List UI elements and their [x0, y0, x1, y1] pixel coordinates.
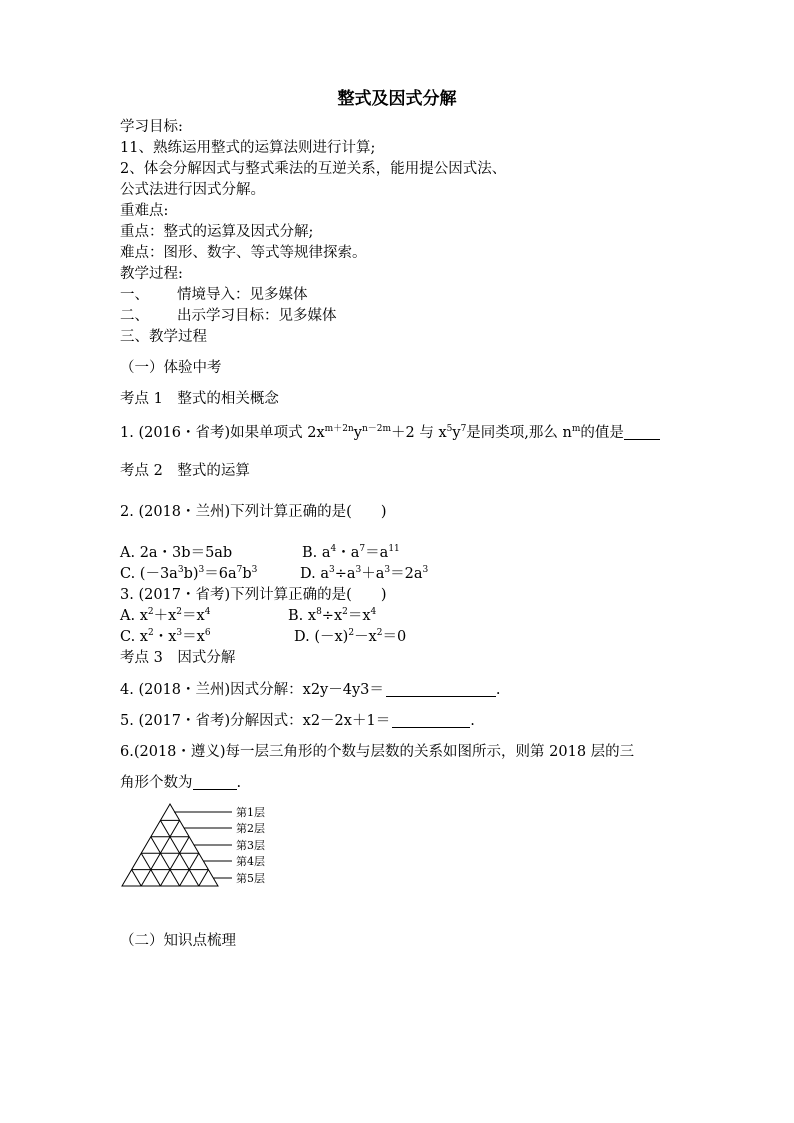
question-2-options-cd: [120, 565, 429, 583]
q4-end: .: [495, 682, 501, 698]
q1-exp-5: m: [571, 424, 581, 434]
q5-end: .: [470, 713, 475, 729]
q3-option-c: C. $x^2$・$x^3=x^6$: [120, 628, 211, 645]
q2-option-d: D. $a^3\div a^3+a^3=2a^3$: [300, 565, 429, 582]
goals-label: 学习目标:: [120, 119, 183, 135]
q1-text-c: ＋2 与 x: [391, 425, 447, 441]
question-3-options-cd: [120, 628, 407, 646]
step-2: [120, 307, 337, 325]
question-4: [120, 681, 501, 699]
step-1: [120, 286, 308, 304]
q1-text-e: 是同类项,那么 n: [466, 425, 572, 441]
section-1-heading: （一）体验中考: [120, 360, 222, 376]
layer-leader-lines: [174, 812, 232, 878]
question-1: [120, 424, 660, 442]
q2-option-b: B. $a^4$・$a^7=a^{11}$: [302, 544, 400, 561]
question-2-stem: 2. (2018・兰州)下列计算正确的是( ): [120, 504, 387, 520]
q5-text: 5. (2017・省考)分解因式：x2－2x＋1＝: [120, 713, 391, 729]
layer-label-2: 第2层: [236, 822, 265, 835]
layer-label-3: 第3层: [236, 839, 265, 852]
step-1-text: 情境导入：见多媒体: [177, 287, 308, 303]
q6-answer-blank[interactable]: [193, 775, 237, 790]
q1-text-f: 的值是: [580, 425, 624, 441]
layer-label-1: 第1层: [236, 806, 265, 819]
q6-text: 角形个数为: [120, 775, 193, 791]
q1-exp-4: 7: [460, 424, 467, 434]
step-2-text: 出示学习目标：见多媒体: [177, 308, 337, 324]
kaodian-1: 考点 1 整式的相关概念: [120, 391, 279, 407]
question-6-line-1: 6.(2018・遵义)每一层三角形的个数与层数的关系如图所示，则第 2018 层的三: [120, 744, 635, 760]
q1-text-a: 1. (2016・省考)如果单项式 2x: [120, 425, 325, 441]
q4-text: 4. (2018・兰州)因式分解：x2y－4y3＝: [120, 682, 384, 698]
key-point: 重点：整式的运算及因式分解;: [120, 224, 314, 240]
q1-answer-blank[interactable]: [624, 425, 660, 440]
goal-2-line-b: 公式法进行因式分解。: [120, 182, 265, 198]
question-3-options-ab: [120, 607, 377, 625]
q3-option-a: A. $x^2+x^2=x^4$: [120, 607, 211, 624]
kaodian-3: 考点 3 因式分解: [120, 650, 236, 666]
question-6-line-2: [120, 774, 241, 792]
goal-2-line-a: 2、体会分解因式与整式乘法的互逆关系，能用提公因式法、: [120, 161, 507, 177]
layer-label-5: 第5层: [236, 872, 265, 885]
q3-option-b: B. $x^8\div x^2=x^4$: [288, 607, 377, 624]
kaodian-2: 考点 2 整式的运算: [120, 463, 250, 479]
step-3: 三、教学过程: [120, 329, 207, 345]
goal-1: 11、熟练运用整式的运算法则进行计算;: [120, 140, 376, 156]
q1-text-d: y: [452, 425, 461, 441]
layer-label-4: 第4层: [236, 855, 265, 868]
q1-exp-2: n－2m: [361, 424, 391, 434]
triangle-layers-figure: [118, 798, 288, 892]
q2-option-a: A. 2a・3b＝5ab: [120, 545, 233, 561]
section-2-heading: （二）知识点梳理: [120, 933, 236, 949]
q1-exp-1: m＋2n: [324, 424, 354, 434]
q2-option-c: C. $(-3a^3b)^3=6a^7b^3$: [120, 565, 258, 582]
page-title: 整式及因式分解: [337, 89, 457, 109]
q5-answer-blank[interactable]: [392, 713, 470, 728]
question-5: [120, 712, 475, 730]
q6-end: .: [236, 775, 242, 791]
question-2-options-ab: [120, 544, 400, 562]
q4-answer-blank[interactable]: [386, 682, 496, 697]
q1-text-b: y: [353, 425, 362, 441]
q3-option-d: D. $(-x)^2-x^2=0$: [294, 628, 407, 645]
question-3-stem: 3. (2017・省考)下列计算正确的是( ): [120, 587, 387, 603]
difficult-point: 难点：图形、数字、等式等规律探索。: [120, 245, 367, 261]
step-1-number: 一、: [120, 287, 149, 303]
keypoints-label: 重难点:: [120, 203, 169, 219]
q1-exp-3: 5: [446, 424, 453, 434]
step-2-number: 二、: [120, 308, 149, 324]
process-label: 教学过程:: [120, 266, 183, 282]
